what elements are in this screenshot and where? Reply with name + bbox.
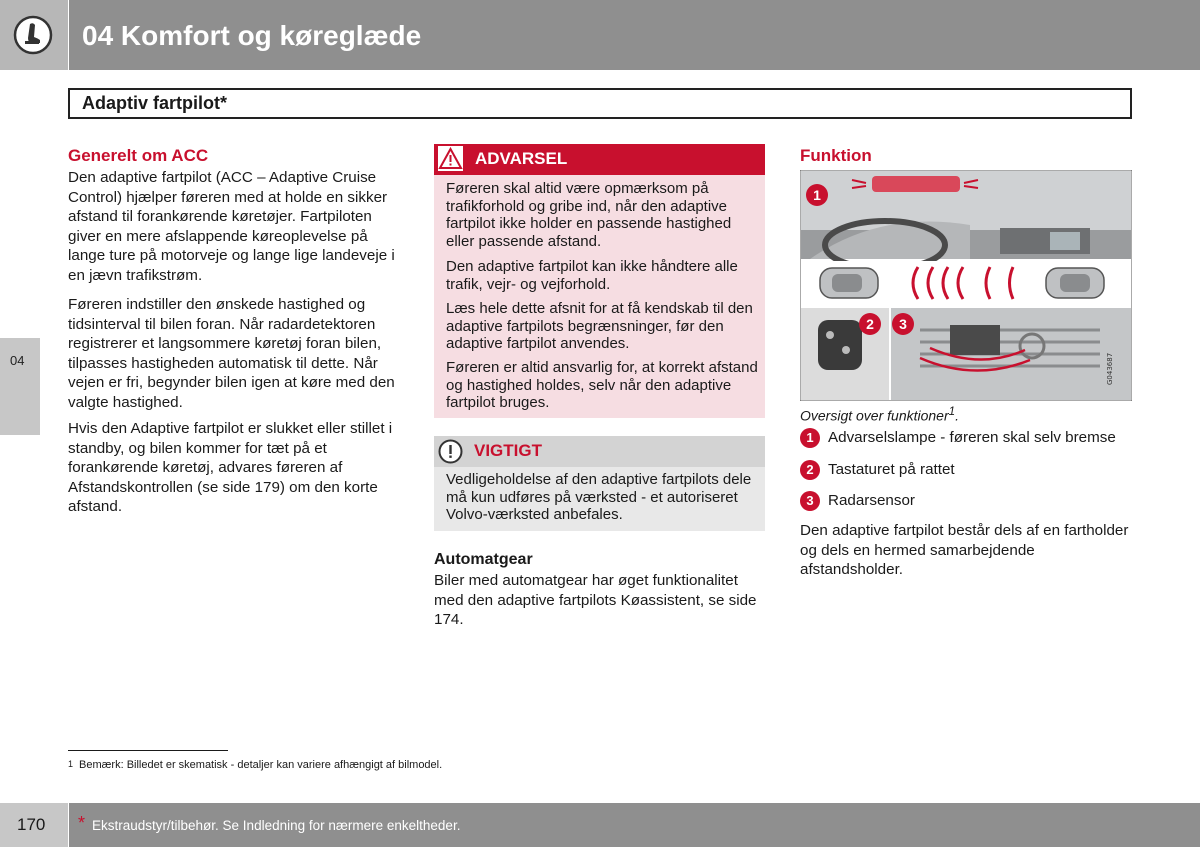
section-title: Adaptiv fartpilot* bbox=[82, 93, 228, 113]
footnote bbox=[68, 759, 442, 771]
seat-icon bbox=[13, 15, 53, 55]
warning-title: ADVARSEL bbox=[475, 149, 568, 168]
acc-function-illustration bbox=[800, 170, 1132, 401]
warning-paragraph-1: Føreren skal altid være opmærksom på trafikforhold og gribe ind, når den adaptive fartpilot ikke holder en passende hastighed eller passende afstand. bbox=[446, 180, 732, 250]
footer-text: Ekstraudstyr/tilbehør. Se Indledning for nærmere enkeltheder. bbox=[92, 818, 461, 833]
important-title: VIGTIGT bbox=[474, 441, 542, 460]
svg-text:2: 2 bbox=[866, 316, 874, 332]
function-heading: Funktion bbox=[800, 146, 872, 165]
automatgear-heading: Automatgear bbox=[434, 551, 533, 568]
footnote-text: Bemærk: Billedet er skematisk - detaljer kan variere afhængigt af bilmodel. bbox=[79, 759, 443, 771]
function-paragraph: Den adaptive fartpilot består dels af en fartholder og dels en hermed samarbejdende afstandsholder. bbox=[800, 522, 1129, 579]
acc-general-heading: Generelt om ACC bbox=[68, 146, 209, 165]
important-paragraph: Vedligeholdelse af den adaptive fartpilots dele må kun udføres på værksted - et autoriseret Volvo-værksted anbefales. bbox=[446, 471, 752, 523]
footnote-divider bbox=[68, 750, 228, 751]
exclamation-circle-icon bbox=[438, 439, 463, 464]
acc-intro-paragraph: Den adaptive fartpilot (ACC – Adaptive Cruise Control) hjælper føreren med at holde en sikker afstand til forankørende køretøjer. Fartpiloten giver en mere afslappende køreoplevelse på lange ture på motorveje og lange lige landeveje i en jævn trafikstrøm. bbox=[68, 169, 395, 284]
illustration-caption: Oversigt over funktioner$^1$. bbox=[800, 405, 959, 424]
legend-text: Tastaturet på rattet bbox=[828, 461, 955, 478]
illustration-caption-footnote-ref: 1 bbox=[948, 405, 956, 418]
footnote-number: 1 bbox=[68, 759, 74, 769]
svg-text:G043687: G043687 bbox=[1106, 352, 1114, 385]
automatgear-paragraph: Biler med automatgear har øget funktionalitet med den adaptive fartpilots Køassistent, se side 174. bbox=[434, 572, 757, 629]
footer-star: * bbox=[78, 813, 86, 833]
acc-standby-paragraph: Hvis den Adaptive fartpilot er slukket eller stillet i standby, og bilen kommer for tæt på et forankørende køretøj, advares føreren af Afstandskontrollen (se side 179) om den korte afstand. bbox=[68, 420, 393, 516]
legend-number-badge: 3 bbox=[800, 491, 820, 511]
legend-number-badge: 1 bbox=[800, 428, 820, 448]
chapter-side-tab-label: 04 bbox=[10, 353, 25, 368]
warning-paragraph-2: Den adaptive fartpilot kan ikke håndtere alle trafik, vejr- og vejforhold. bbox=[446, 258, 738, 293]
illustration-caption-text: Oversigt over funktioner bbox=[800, 407, 949, 424]
section-title-box bbox=[68, 88, 1132, 119]
chapter-title: 04 Komfort og køreglæde bbox=[82, 20, 422, 51]
warning-paragraph-3: Læs hele dette afsnit for at få kendskab til den adaptive fartpilots begrænsninger, før den adaptive fartpilot anvendes. bbox=[446, 300, 753, 352]
acc-speed-paragraph: Føreren indstiller den ønskede hastighed og tidsinterval til bilen foran. Når radardetektoren registrerer et langsommere køretøj foran bilen, tilpasses hastigheden automatisk til dette. Når vejen er fri, begynder bilen igen at køre med den valgte hastighed. bbox=[68, 296, 395, 411]
legend-number-badge: 2 bbox=[800, 460, 820, 480]
svg-text:1: 1 bbox=[813, 187, 821, 203]
page-number: 170 bbox=[17, 815, 46, 834]
legend-text: Radarsensor bbox=[828, 492, 915, 509]
warning-paragraph-4: Føreren er altid ansvarlig for, at korrekt afstand og hastighed holdes, selv når den adaptive fartpilot bruges. bbox=[446, 359, 758, 411]
warning-triangle-icon bbox=[438, 146, 463, 171]
legend-text: Advarselslampe - føreren skal selv bremse bbox=[828, 429, 1116, 446]
svg-text:3: 3 bbox=[899, 316, 907, 332]
